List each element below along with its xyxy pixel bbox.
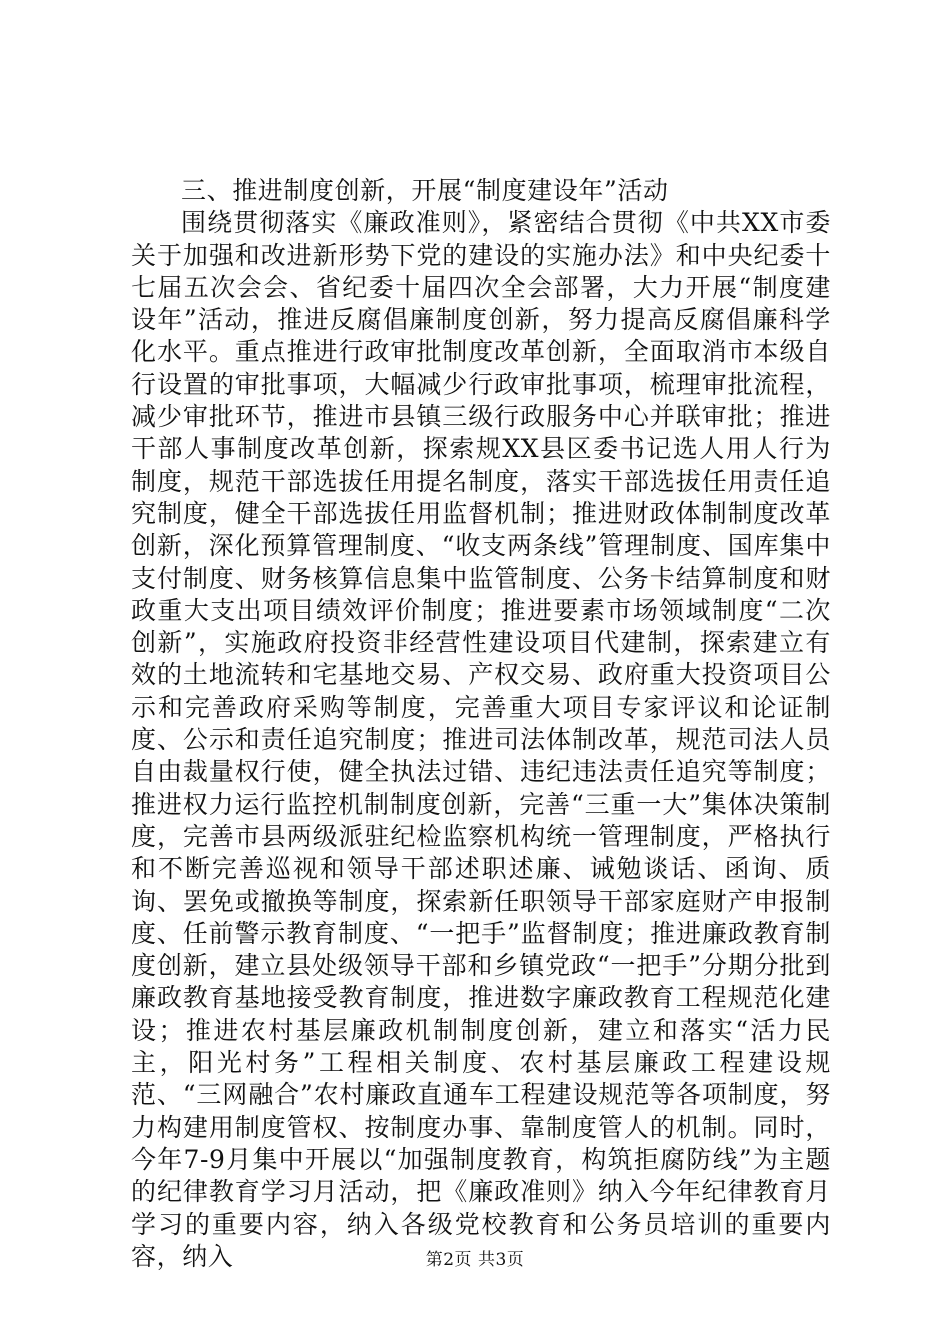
section-heading: 三、推进制度创新，开展“制度建设年”活动: [181, 176, 669, 205]
document-body: [131, 175, 831, 1273]
page-footer: 第2页 共3页: [425, 1250, 525, 1270]
body-paragraph: 围绕贯彻落实《廉政准则》，紧密结合贯彻《中共XX市委关于加强和改进新形势下党的建设的实施办法》和中央纪委十七届五次会会、省纪委十届四次全会部署，大力开展“制度建设年”活动，推进反腐倡廉制度创新，努力提高反腐倡廉科学化水平。重点推进行政审批制度改革创新，全面取消市本级自行设置的审批事项，大幅减少行政审批事项，梳理审批流程，减少审批环节，推进市县镇三级行政服务中心并联审批；推进干部人事制度改革创新，探索规XX县区委书记选人用人行为制度，规范干部选拔任用提名制度，落实干部选拔任用责任追究制度，健全干部选拔任用监督机制；推进财政体制制度改革创新，深化预算管理制度、“收支两条线”管理制度、国库集中支付制度、财务核算信息集中监管制度、公务卡结算制度和财政重大支出项目绩效评价制度；推进要素市场领域制度“二次创新”，实施政府投资非经营性建设项目代建制，探索建立有效的土地流转和宅基地交易、产权交易、政府重大投资项目公示和完善政府采购等制度，完善重大项目专家评议和论证制度、公示和责任追究制度；推进司法体制改革，规范司法人员自由裁量权行使，健全执法过错、违纪违法责任追究等制度；推进权力运行监控机制制度创新，完善“三重一大”集体决策制度，完善市县两级派驻纪检监察机构统一管理制度，严格执行和不断完善巡视和领导干部述职述廉、诫勉谈话、函询、质询、罢免或撤换等制度，探索新任职领导干部家庭财产申报制度、任前警示教育制度、“一把手”监督制度；推进廉政教育制度创新，建立县处级领导干部和乡镇党政“一把手”分期分批到廉政教育基地接受教育制度，推进数字廉政教育工程规范化建设；推进农村基层廉政机制制度创新，建立和落实“活力民主，阳光村务”工程相关制度、农村基层廉政工程建设规范、“三网融合”农村廉政直通车工程建设规范等各项制度，努力构建用制度管权、按制度办事、靠制度管人的机制。同时，今年7-9月集中开展以“加强制度教育，构筑拒腐防线”为主题的纪律教育学习月活动，把《廉政准则》纳入今年纪律教育月学习的重要内容，纳入各级党校教育和公务员培训的重要内容，纳入: [131, 208, 831, 1271]
